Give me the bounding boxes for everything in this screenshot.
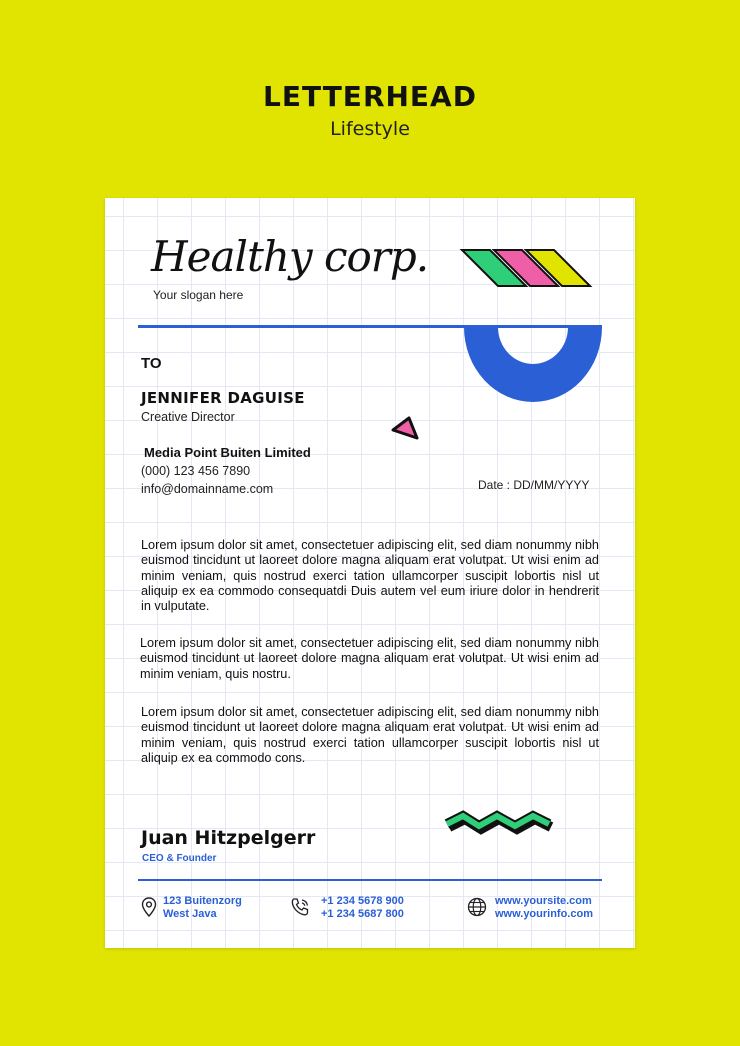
footer-divider [138, 879, 602, 881]
website-line-1[interactable]: www.yoursite.com [495, 895, 592, 907]
signer-name: Juan Hitzpelgerr [141, 827, 316, 849]
page-subtitle: Lifestyle [330, 118, 410, 140]
recipient-company: Media Point Buiten Limited [144, 445, 311, 460]
phone-icon [290, 897, 312, 917]
website-line-2[interactable]: www.yourinfo.com [495, 908, 593, 920]
address-line-2: West Java [163, 908, 217, 920]
stripes-decoration [460, 248, 595, 288]
signer-role: CEO & Founder [142, 853, 217, 864]
body-paragraph-2: Lorem ipsum dolor sit amet, consectetuer adipiscing elit, sed diam nonummy nibh euismod tincidunt ut laoreet dolore magna aliquam erat volutpat. Ut wisi enim ad minim veniam, quis nostru. [140, 636, 599, 681]
location-pin-icon [140, 897, 158, 917]
slogan: Your slogan here [153, 288, 244, 302]
letterhead-paper [105, 198, 635, 948]
body-paragraph-3: Lorem ipsum dolor sit amet, consectetuer adipiscing elit, sed diam nonummy nibh euismod tincidunt ut laoreet dolore magna aliquam erat volutpat. Ut wisi enim ad minim veniam, quis nostrud exerci tation ullamcorper suscipit lobortis nisl ut aliquip ex ea commodo cons. [141, 705, 599, 765]
page-title: LETTERHEAD [263, 80, 477, 113]
triangle-decoration [390, 414, 420, 442]
footer-phones [321, 895, 404, 921]
recipient-email: info@domainname.com [141, 482, 274, 496]
phone-line-1[interactable]: +1 234 5678 900 [321, 895, 404, 907]
recipient-role: Creative Director [141, 410, 235, 424]
to-label: TO [141, 355, 162, 372]
body-paragraph-1: Lorem ipsum dolor sit amet, consectetuer adipiscing elit, sed diam nonummy nibh euismod tincidunt ut laoreet dolore magna aliquam erat volutpat. Ut wisi enim ad minim veniam, quis nostrud exerci tation ullamcorper suscipit lobortis nisl ut aliquip ex ea commodo consequatdi Duis autem vel eum iriure dolor in hendrerit in vulputate. [141, 538, 599, 614]
phone-line-2[interactable]: +1 234 5687 800 [321, 908, 404, 920]
zigzag-decoration [443, 810, 555, 840]
recipient-name: JENNIFER DAGUISE [141, 389, 305, 407]
footer-address [163, 895, 242, 921]
address-line-1: 123 Buitenzorg [163, 895, 242, 907]
recipient-phone: (000) 123 456 7890 [141, 464, 251, 478]
brand-logo-text: Healthy corp. [151, 232, 429, 281]
footer-websites [495, 895, 593, 921]
globe-icon [467, 897, 487, 917]
letter-date: Date : DD/MM/YYYY [478, 478, 590, 492]
half-ring-decoration [464, 327, 604, 405]
